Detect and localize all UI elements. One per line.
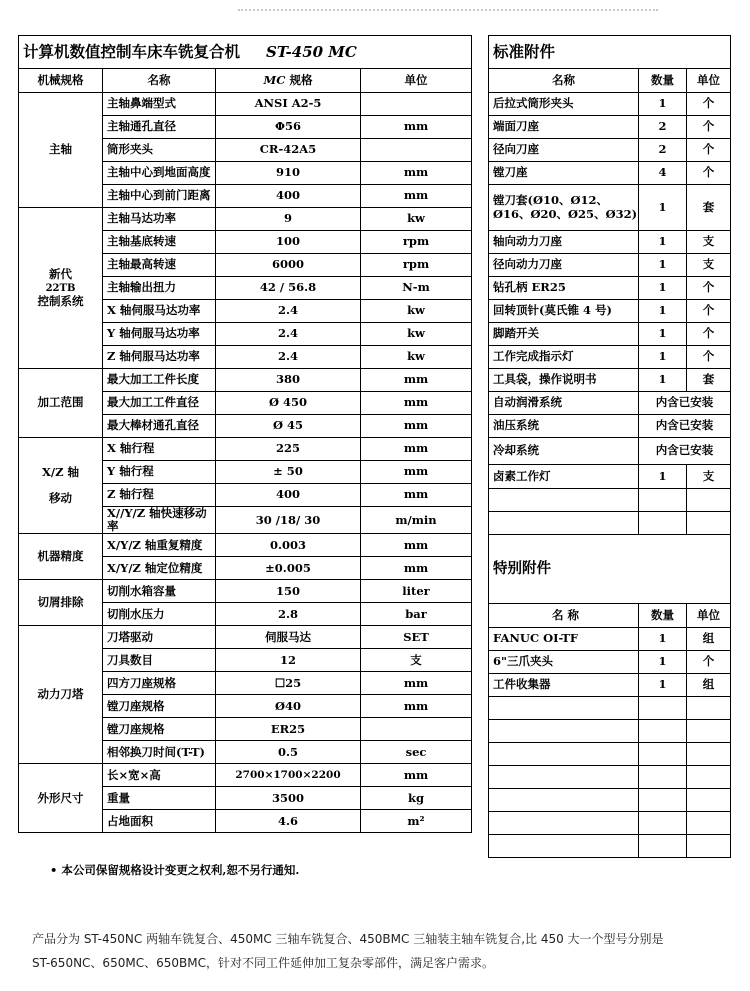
row-name: Z 轴行程 — [103, 484, 216, 507]
list-item — [489, 674, 731, 697]
row-name: 主轴中心到前门距离 — [103, 185, 216, 208]
row-unit: mm — [361, 672, 472, 695]
acc-unit: 套 — [687, 185, 731, 231]
row-name: 主轴鼻端型式 — [103, 93, 216, 116]
list-item — [489, 162, 731, 185]
row-name: 主轴马达功率 — [103, 208, 216, 231]
acc-name: 冷却系统 — [489, 438, 639, 465]
row-unit: kw — [361, 346, 472, 369]
empty-row — [489, 697, 731, 720]
special-qty: 1 — [639, 651, 687, 674]
empty-row — [489, 766, 731, 789]
row-unit: mm — [361, 557, 472, 580]
special-unit: 个 — [687, 651, 731, 674]
row-spec: 4.6 — [216, 810, 361, 833]
row-unit: mm — [361, 392, 472, 415]
row-name: 主轴最高转速 — [103, 254, 216, 277]
row-name: 镗刀座规格 — [103, 718, 216, 741]
empty-row — [489, 812, 731, 835]
row-name: 主轴输出扭力 — [103, 277, 216, 300]
row-spec: 100 — [216, 231, 361, 254]
special-name: 工件收集器 — [489, 674, 639, 697]
group-control-system: 新代 22TB 控制系统 — [19, 208, 103, 369]
acc-name: 径向动力刀座 — [489, 254, 639, 277]
row-spec: CR-42A5 — [216, 139, 361, 162]
list-item — [489, 116, 731, 139]
list-item — [489, 392, 731, 415]
accessory-table — [488, 35, 731, 858]
empty-row — [489, 743, 731, 766]
row-name: 切削水压力 — [103, 603, 216, 626]
row-unit: mm — [361, 484, 472, 507]
group-dimensions: 外形尺寸 — [19, 764, 103, 833]
accessory-header-row — [489, 69, 731, 93]
row-unit: mm — [361, 116, 472, 139]
row-spec: 225 — [216, 438, 361, 461]
list-item — [489, 231, 731, 254]
row-unit: rpm — [361, 254, 472, 277]
row-spec: Φ56 — [216, 116, 361, 139]
acc-qty: 1 — [639, 231, 687, 254]
row-spec: ☐25 — [216, 672, 361, 695]
acc-unit: 支 — [687, 231, 731, 254]
row-unit: mm — [361, 695, 472, 718]
list-item — [489, 438, 731, 465]
acc-unit: 个 — [687, 116, 731, 139]
row-name: 主轴通孔直径 — [103, 116, 216, 139]
acc-included: 内含已安装 — [639, 415, 731, 438]
row-spec: 42 / 56.8 — [216, 277, 361, 300]
row-unit — [361, 93, 472, 116]
acc-qty: 1 — [639, 185, 687, 231]
row-spec: 30 /18/ 30 — [216, 507, 361, 534]
row-spec: 9 — [216, 208, 361, 231]
row-spec: Ø 45 — [216, 415, 361, 438]
empty-row — [489, 789, 731, 812]
row-spec: 伺服马达 — [216, 626, 361, 649]
row-unit: rpm — [361, 231, 472, 254]
row-spec: 6000 — [216, 254, 361, 277]
special-unit: 组 — [687, 628, 731, 651]
row-unit: sec — [361, 741, 472, 764]
group-range: 加工范围 — [19, 369, 103, 438]
row-unit: mm — [361, 534, 472, 557]
row-spec: Ø40 — [216, 695, 361, 718]
row-name: X/Y/Z 轴定位精度 — [103, 557, 216, 580]
acc-unit: 支 — [687, 465, 731, 489]
list-item — [489, 185, 731, 231]
row-spec: 910 — [216, 162, 361, 185]
acc-unit: 个 — [687, 346, 731, 369]
acc-name: 端面刀座 — [489, 116, 639, 139]
acc-unit: 个 — [687, 277, 731, 300]
empty-row — [489, 720, 731, 743]
special-name: FANUC OI-TF — [489, 628, 639, 651]
row-name: Y 轴行程 — [103, 461, 216, 484]
row-unit: liter — [361, 580, 472, 603]
acc-included: 内含已安装 — [639, 438, 731, 465]
acc-header-name: 名称 — [489, 69, 639, 93]
row-spec: 12 — [216, 649, 361, 672]
row-unit: mm — [361, 369, 472, 392]
row-name: 主轴基底转速 — [103, 231, 216, 254]
row-spec: 2.4 — [216, 346, 361, 369]
list-item — [489, 346, 731, 369]
row-spec: ER25 — [216, 718, 361, 741]
row-unit: mm — [361, 461, 472, 484]
table-row — [19, 369, 472, 392]
row-unit: mm — [361, 415, 472, 438]
list-item — [489, 465, 731, 489]
list-item — [489, 93, 731, 116]
row-name: Y 轴伺服马达功率 — [103, 323, 216, 346]
table-row — [19, 764, 472, 787]
row-unit: mm — [361, 438, 472, 461]
special-header-name: 名 称 — [489, 604, 639, 628]
footer-description — [32, 927, 727, 975]
acc-unit: 个 — [687, 323, 731, 346]
row-name: X/Y/Z 轴重复精度 — [103, 534, 216, 557]
table-row — [19, 93, 472, 116]
list-item — [489, 628, 731, 651]
row-name: 刀具数目 — [103, 649, 216, 672]
row-unit: kg — [361, 787, 472, 810]
row-name: X 轴行程 — [103, 438, 216, 461]
acc-qty: 2 — [639, 139, 687, 162]
row-spec: 0.5 — [216, 741, 361, 764]
acc-header-unit: 单位 — [687, 69, 731, 93]
row-name: 最大加工工件长度 — [103, 369, 216, 392]
row-unit: m² — [361, 810, 472, 833]
row-name: 重量 — [103, 787, 216, 810]
list-item — [489, 300, 731, 323]
row-unit — [361, 139, 472, 162]
acc-qty: 1 — [639, 277, 687, 300]
top-faint-line — [18, 4, 730, 14]
footer-line-1: 产品分为 ST-450NC 两轴车铣复合、450MC 三轴车铣复合、450BMC 三轴装主轴车铣复合,比 450 大一个型号分别是 — [32, 932, 664, 946]
header-name: 名称 — [103, 69, 216, 93]
row-unit: mm — [361, 162, 472, 185]
acc-qty: 1 — [639, 465, 687, 489]
acc-header-qty: 数量 — [639, 69, 687, 93]
acc-unit: 支 — [687, 254, 731, 277]
acc-unit: 个 — [687, 162, 731, 185]
row-unit: m/min — [361, 507, 472, 534]
acc-name: 工具袋，操作说明书 — [489, 369, 639, 392]
acc-unit: 个 — [687, 93, 731, 116]
row-spec: ± 50 — [216, 461, 361, 484]
acc-name: 镗刀套(Ø10、Ø12、 Ø16、Ø20、Ø25、Ø32) — [489, 185, 639, 231]
header-row — [19, 69, 472, 93]
row-spec: ANSI A2-5 — [216, 93, 361, 116]
row-name: 四方刀座规格 — [103, 672, 216, 695]
table-row — [19, 438, 472, 461]
row-name: 筒形夹头 — [103, 139, 216, 162]
row-spec: 2.8 — [216, 603, 361, 626]
row-spec: ±0.005 — [216, 557, 361, 580]
special-header-qty: 数量 — [639, 604, 687, 628]
group-precision: 机器精度 — [19, 534, 103, 580]
acc-name: 工作完成指示灯 — [489, 346, 639, 369]
group-turret: 动力刀塔 — [19, 626, 103, 764]
list-item — [489, 651, 731, 674]
row-spec: 400 — [216, 484, 361, 507]
list-item — [489, 369, 731, 392]
row-unit: kw — [361, 208, 472, 231]
acc-qty: 2 — [639, 116, 687, 139]
row-spec: 400 — [216, 185, 361, 208]
row-unit — [361, 718, 472, 741]
row-unit: kw — [361, 323, 472, 346]
row-name: X//Y/Z 轴快速移动率 — [103, 507, 216, 534]
acc-name: 回转顶针(莫氏锥 4 号) — [489, 300, 639, 323]
acc-unit: 个 — [687, 300, 731, 323]
group-axis-movement: X/Z 轴 移动 — [19, 438, 103, 534]
acc-qty: 1 — [639, 93, 687, 116]
list-item — [489, 139, 731, 162]
row-name: Z 轴伺服马达功率 — [103, 346, 216, 369]
row-unit: SET — [361, 626, 472, 649]
row-name: 占地面积 — [103, 810, 216, 833]
row-spec: 380 — [216, 369, 361, 392]
acc-name: 油压系统 — [489, 415, 639, 438]
acc-qty: 1 — [639, 346, 687, 369]
special-title-row — [489, 535, 731, 604]
acc-qty: 1 — [639, 254, 687, 277]
table-row — [19, 208, 472, 231]
acc-name: 自动润滑系统 — [489, 392, 639, 415]
row-spec: 2700×1700×2200 — [216, 764, 361, 787]
group-chip-removal: 切屑排除 — [19, 580, 103, 626]
acc-unit: 套 — [687, 369, 731, 392]
acc-qty: 1 — [639, 323, 687, 346]
row-spec: 3500 — [216, 787, 361, 810]
list-item — [489, 323, 731, 346]
model-text: ST-450 MC — [266, 42, 357, 61]
row-spec: 2.4 — [216, 323, 361, 346]
row-spec: 2.4 — [216, 300, 361, 323]
special-name: 6"三爪夹头 — [489, 651, 639, 674]
row-unit: 支 — [361, 649, 472, 672]
header-unit: 单位 — [361, 69, 472, 93]
title-text: 计算机数值控制车床车铣复合机 — [23, 41, 241, 61]
empty-row — [489, 489, 731, 512]
row-unit: kw — [361, 300, 472, 323]
row-name: 相邻换刀时间(T-T) — [103, 741, 216, 764]
table-row — [19, 580, 472, 603]
table-row — [19, 626, 472, 649]
special-unit: 组 — [687, 674, 731, 697]
special-qty: 1 — [639, 674, 687, 697]
row-spec: 0.003 — [216, 534, 361, 557]
row-spec: 150 — [216, 580, 361, 603]
disclaimer-note: • 本公司保留规格设计变更之权利,恕不另行通知. — [50, 863, 300, 877]
row-name: 主轴中心到地面高度 — [103, 162, 216, 185]
group-spindle: 主轴 — [19, 93, 103, 208]
table-row — [19, 534, 472, 557]
machine-spec-table — [18, 35, 472, 833]
acc-qty: 4 — [639, 162, 687, 185]
row-name: X 轴伺服马达功率 — [103, 300, 216, 323]
acc-qty: 1 — [639, 300, 687, 323]
header-spec: MC 规格 — [216, 69, 361, 93]
acc-name: 轴向动力刀座 — [489, 231, 639, 254]
empty-row — [489, 512, 731, 535]
acc-qty: 1 — [639, 369, 687, 392]
acc-included: 内含已安装 — [639, 392, 731, 415]
list-item — [489, 277, 731, 300]
empty-row — [489, 835, 731, 858]
row-name: 镗刀座规格 — [103, 695, 216, 718]
list-item — [489, 254, 731, 277]
footer-line-2: ST-650NC、650MC、650BMC，针对不同工件延伸加工复杂零部件，满足客户需求。 — [32, 956, 494, 970]
row-name: 最大棒材通孔直径 — [103, 415, 216, 438]
row-name: 刀塔驱动 — [103, 626, 216, 649]
acc-name: 脚踏开关 — [489, 323, 639, 346]
acc-name: 后拉式筒形夹头 — [489, 93, 639, 116]
acc-name: 钻孔柄 ER25 — [489, 277, 639, 300]
special-accessories-title: 特别附件 — [489, 535, 731, 604]
table-title — [19, 36, 472, 69]
acc-unit: 个 — [687, 139, 731, 162]
acc-name: 径向刀座 — [489, 139, 639, 162]
row-unit: N-m — [361, 277, 472, 300]
list-item — [489, 415, 731, 438]
row-name: 最大加工工件直径 — [103, 392, 216, 415]
row-unit: mm — [361, 764, 472, 787]
standard-accessories-title: 标准附件 — [489, 36, 731, 69]
special-header-unit: 单位 — [687, 604, 731, 628]
row-name: 切削水箱容量 — [103, 580, 216, 603]
row-spec: Ø 450 — [216, 392, 361, 415]
acc-name: 镗刀座 — [489, 162, 639, 185]
row-unit: mm — [361, 185, 472, 208]
header-category: 机械规格 — [19, 69, 103, 93]
row-unit: bar — [361, 603, 472, 626]
row-name: 长×宽×高 — [103, 764, 216, 787]
special-header-row — [489, 604, 731, 628]
acc-name: 卤素工作灯 — [489, 465, 639, 489]
special-qty: 1 — [639, 628, 687, 651]
